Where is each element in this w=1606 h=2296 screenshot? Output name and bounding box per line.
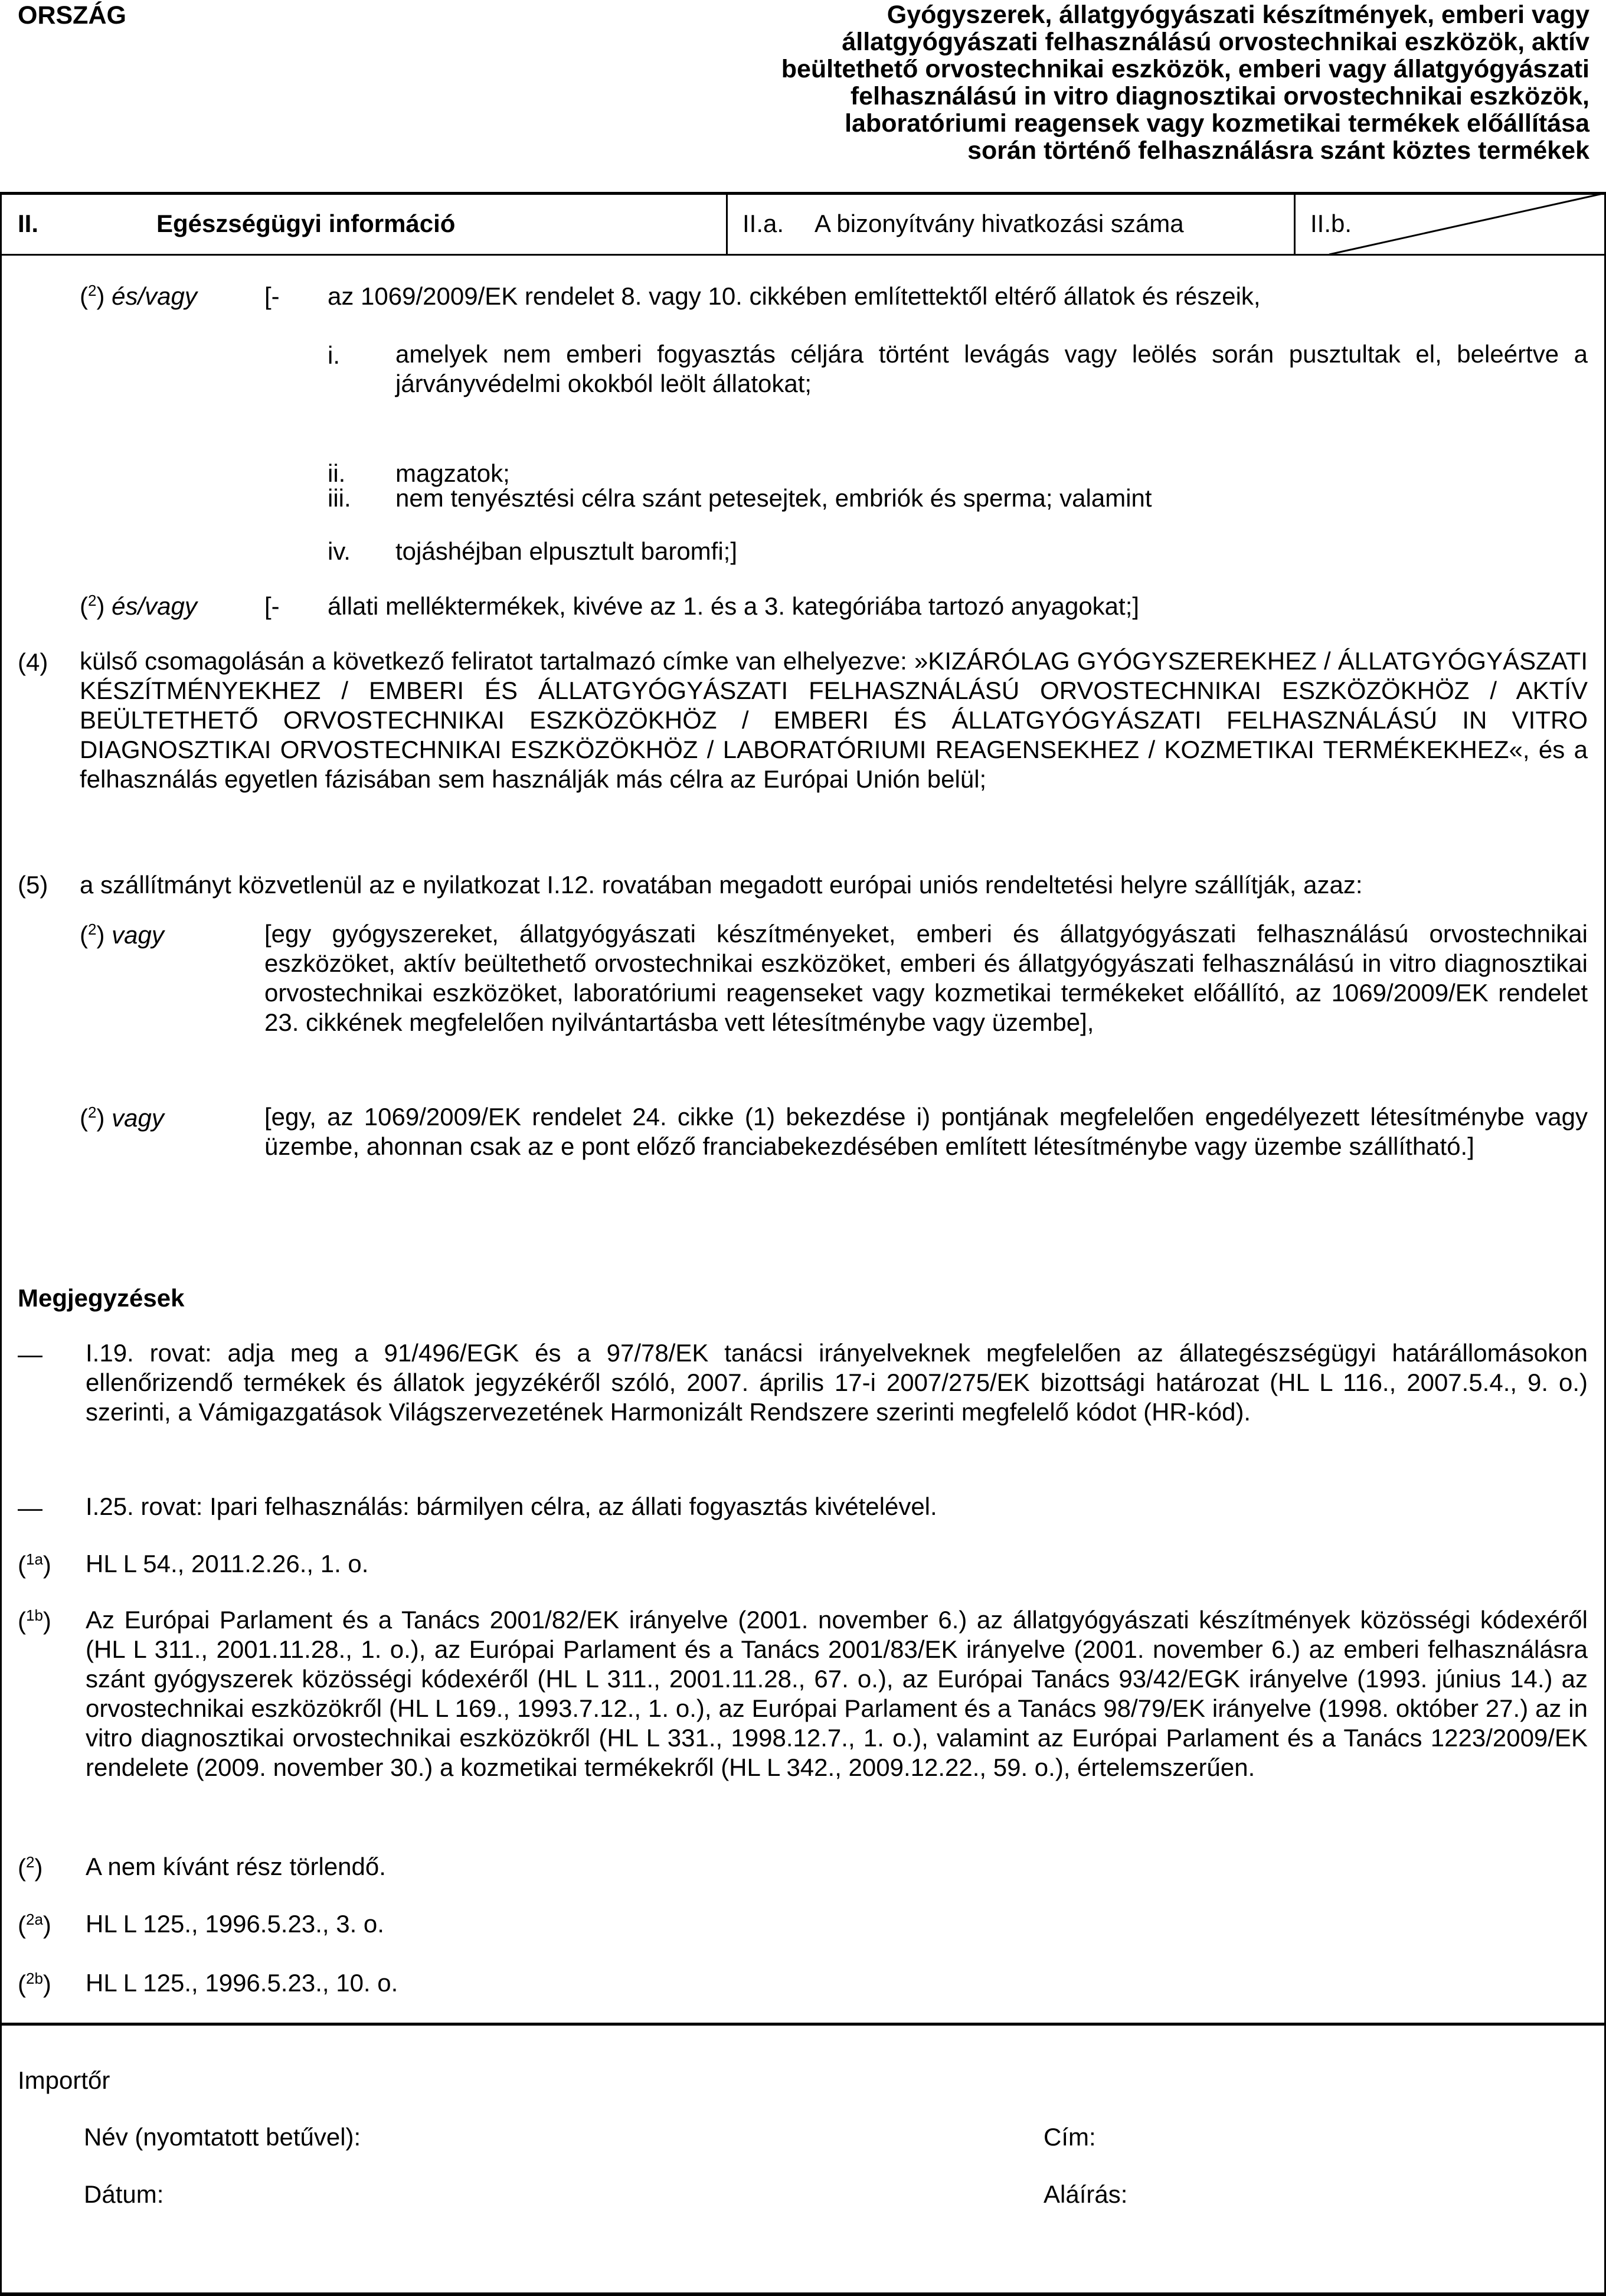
footnote-text: HL L 125., 1996.5.23., 3. o. — [86, 1910, 384, 1938]
divider — [0, 2292, 1606, 2296]
option-marker: ($^2$) vagy — [80, 1103, 164, 1132]
title-line: Gyógyszerek, állatgyógyászati készítmények, emberi vagy — [887, 1, 1589, 29]
certificate-reference-label: A bizonyítvány hivatkozási száma — [815, 210, 1184, 237]
dash-marker: — — [18, 1340, 42, 1368]
dash-marker: — — [18, 1494, 42, 1521]
subsection-a-number: II.a. — [743, 210, 784, 237]
name-label: Név (nyomtatott betűvel): — [84, 2123, 361, 2151]
item-number: iii. — [328, 484, 351, 512]
footnote-ref: ($^{2a}$) — [18, 1910, 51, 1939]
section-title: Egészségügyi információ — [156, 210, 456, 237]
option-marker: ($^2$) és/vagy — [80, 592, 197, 620]
footnote-ref: ($^{2b}$) — [18, 1970, 51, 1998]
address-label: Cím: — [1044, 2123, 1096, 2151]
footnote-ref: ($^{1b}$) — [18, 1606, 51, 1635]
item-number: iv. — [328, 537, 351, 565]
item-text: magzatok; — [395, 459, 510, 487]
item-text: amelyek nem emberi fogyasztás céljára történt levágás vagy leölés során pusztultak el, beleértve a járványvédelmi okokból leölt állatokat; — [395, 340, 1588, 397]
divider — [0, 2023, 1606, 2026]
note-text: I.25. rovat: Ipari felhasználás: bármilyen célra, az állati fogyasztás kivételével. — [86, 1492, 937, 1520]
section-number: II. — [18, 210, 39, 237]
country-label: ORSZÁG — [18, 1, 126, 30]
option-marker: ($^2$) és/vagy — [80, 282, 197, 310]
clause-number: (5) — [18, 871, 48, 899]
clause-text: külső csomagolásán a következő feliratot tartalmazó címke van elhelyezve: »KIZÁRÓLAG GYÓGYSZEREKHEZ / ÁLLATGYÓGYÁSZATI KÉSZÍTMÉNYEKHEZ / EMBERI ÉS ÁLLATGYÓGYÁSZATI FELHASZNÁLÁSÚ ORVOSTECHNIKAI ESZKÖZÖKHÖZ / AKTÍV BEÜLTETHETŐ ORVOSTECHNIKAI ESZKÖZÖKHÖZ / EMBERI ÉS ÁLLATGYÓGYÁSZATI FELHASZNÁLÁSÚ IN VITRO DIAGNOSZTIKAI ORVOSTECHNIKAI ESZKÖZÖKHÖZ / LABORATÓRIUMI REAGENSEKHEZ / KOZMETIKAI TERMÉKEKHEZ«, és a felhasználás egyetlen fázisában sem használják más célra az Európai Unión belül; — [80, 647, 1588, 793]
option-marker: ($^2$) vagy — [80, 920, 164, 949]
date-label: Dátum: — [84, 2180, 164, 2208]
title-line: beültethető orvostechnikai eszközök, emberi vagy állatgyógyászati — [781, 55, 1589, 83]
bracket-marker: [- — [264, 282, 280, 310]
title-line: laboratóriumi reagensek vagy kozmetikai termékek előállítása — [845, 109, 1589, 138]
clause-text: a szállítmányt közvetlenül az e nyilatkozat I.12. rovatában megadott európai uniós rendeltetési helyre szállítják, azaz: — [80, 871, 1363, 899]
item-text: tojáshéjban elpusztult baromfi;] — [395, 537, 737, 565]
option-text: az 1069/2009/EK rendelet 8. vagy 10. cikkében említettektől eltérő állatok és részeik, — [328, 282, 1261, 310]
cell-divider — [726, 193, 728, 254]
title-line: állatgyógyászati felhasználású orvostechnikai eszközök, aktív — [842, 28, 1589, 56]
title-line: felhasználású in vitro diagnosztikai orvostechnikai eszközök, — [850, 82, 1589, 110]
importer-heading: Importőr — [18, 2066, 110, 2094]
signature-label: Aláírás: — [1044, 2180, 1128, 2208]
footnote-text: HL L 125., 1996.5.23., 10. o. — [86, 1969, 398, 1997]
document-title — [669, 1, 1589, 164]
option-text: állati melléktermékek, kivéve az 1. és a 3. kategóriába tartozó anyagokat;] — [328, 592, 1140, 620]
clause-number: (4) — [18, 648, 48, 676]
footnote-ref: ($^{1a}$) — [18, 1550, 51, 1579]
footnote-text: HL L 54., 2011.2.26., 1. o. — [86, 1550, 369, 1578]
item-number: i. — [328, 341, 340, 369]
notes-heading: Megjegyzések — [18, 1284, 185, 1312]
item-number: ii. — [328, 459, 346, 487]
footnote-ref: ($^2$) — [18, 1853, 43, 1882]
bracket-marker: [- — [264, 592, 280, 620]
footnote-text: Az Európai Parlament és a Tanács 2001/82/EK irányelve (2001. november 6.) az állatgyógyászati készítmények közösségi kódexéről (HL L 311., 2001.11.28., 1. o.), az Európai Parlament és a Tanács 2001/83/EK irányelve (2001. november 6.) az emberi felhasználásra szánt gyógyszerek közösségi kódexéről (HL L 311., 2001.11.28., 67. o.), az Európai Tanács 93/42/EGK irányelve (1993. június 14.) az orvostechnikai eszközökről (HL L 169., 1993.7.12., 1. o.), az Európai Parlament és a Tanács 98/79/EK irányelve (1998. október 27.) az in vitro diagnosztikai orvostechnikai eszközökről (HL L 331., 1998.12.7., 1. o.), valamint az Európai Parlament és a Tanács 1223/2009/EK rendelete (2009. november 30.) a kozmetikai termékekről (HL L 342., 2009.12.22., 59. o.), értelemszerűen. — [86, 1606, 1588, 1781]
subsection-b-number: II.b. — [1310, 210, 1352, 237]
frame-left — [0, 192, 2, 2296]
note-text: I.19. rovat: adja meg a 91/496/EGK és a 97/78/EK tanácsi irányelveknek megfelelően az állategészségügyi határállomásokon ellenőrizendő termékek és állatok jegyzékéről szóló, 2007. április 17-i 2007/275/EK bizottsági határozat (HL L 116., 2007.5.4., 9. o.) szerinti, a Vámigazgatások Világszervezetének Harmonizált Rendszere szerinti megfelelő kódot (HR-kód). — [86, 1339, 1588, 1426]
option-text: [egy, az 1069/2009/EK rendelet 24. cikke (1) bekezdése i) pontjának megfelelően engedélyezett létesítménybe vagy üzembe, ahonnan csak az e pont előző franciabekezdésében említett létesítménybe vagy üzembe szállítható.] — [264, 1103, 1588, 1160]
item-text: nem tenyésztési célra szánt petesejtek, embriók és sperma; valamint — [395, 484, 1152, 512]
footnote-text: A nem kívánt rész törlendő. — [86, 1853, 386, 1880]
title-line: során történő felhasználásra szánt köztes termékek — [967, 136, 1589, 165]
option-text: [egy gyógyszereket, állatgyógyászati készítményeket, emberi és állatgyógyászati felhasználású orvostechnikai eszközöket, aktív beültethető orvostechnikai eszközöket, emberi és állatgyógyászati felhasználású in vitro diagnosztikai orvostechnikai eszközöket, laboratóriumi reagenseket vagy kozmetikai termékeket előállító, az 1069/2009/EK rendelet 23. cikkének megfelelően nyilvántartásba vett létesítménybe vagy üzembe], — [264, 920, 1588, 1036]
